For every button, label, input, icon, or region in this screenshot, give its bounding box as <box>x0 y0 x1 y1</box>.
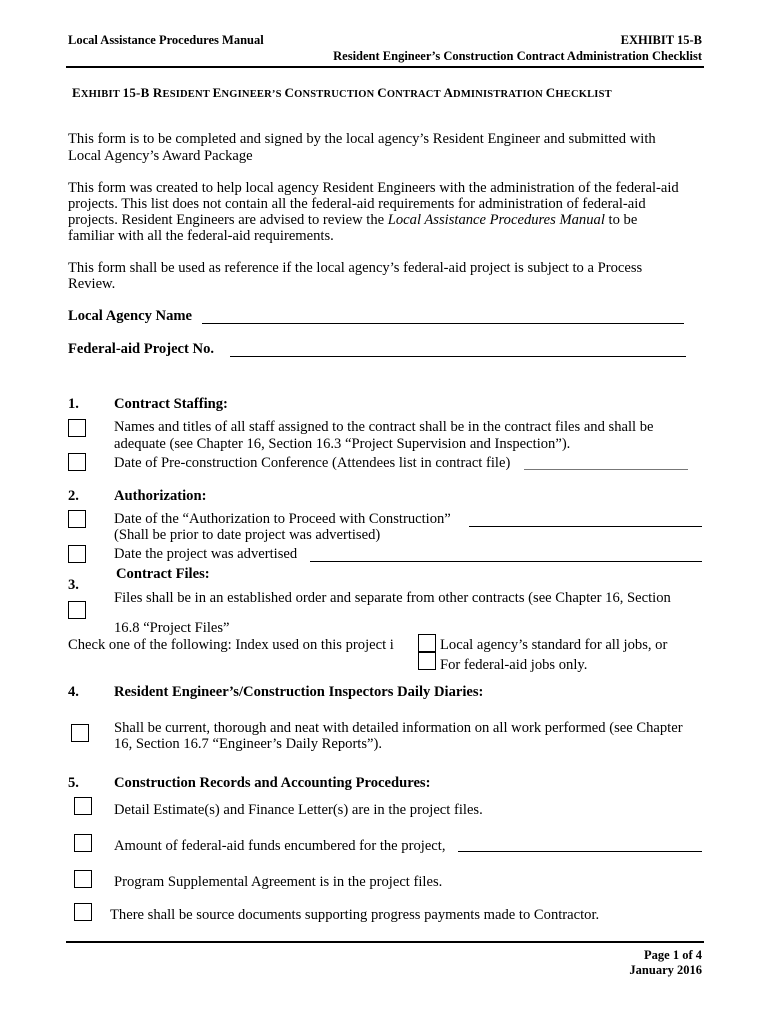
section-3-number: 3. <box>68 577 79 593</box>
intro-p1-line2: Local Agency’s Award Package <box>68 148 253 164</box>
staffing-text-line1: Names and titles of all staff assigned to the contract shall be in the contract files and shall be <box>114 419 654 435</box>
project-no-label: Federal-aid Project No. <box>68 341 215 357</box>
intro-p2-line4: familiar with all the federal-aid requirements. <box>68 228 334 244</box>
section-5-title: Construction Records and Accounting Procedures: <box>114 775 431 791</box>
agency-name-field[interactable] <box>202 323 684 324</box>
footer-rule <box>66 941 704 943</box>
section-1-number: 1. <box>68 396 79 412</box>
index-check-text: Check one of the following: Index used on this project i <box>68 637 394 653</box>
intro-p2-line3: projects. Resident Engineers are advised to review the Local Assistance Procedures Manual to be <box>68 212 638 228</box>
intro-p2-line1: This form was created to help local agency Resident Engineers with the administration of the federal-aid <box>68 180 679 196</box>
advertised-checkbox[interactable] <box>68 545 86 563</box>
section-4-title: Resident Engineer’s/Construction Inspectors Daily Diaries: <box>114 684 484 700</box>
authorization-checkbox[interactable] <box>68 510 86 528</box>
funds-text: Amount of federal-aid funds encumbered for the project, <box>114 838 446 854</box>
preconstruction-date-field[interactable] <box>524 469 688 470</box>
page-number: Page 1 of 4 <box>644 948 702 962</box>
files-text-line2: 16.8 “Project Files” <box>114 620 230 636</box>
estimate-text: Detail Estimate(s) and Finance Letter(s) are in the project files. <box>114 802 483 818</box>
staffing-text-line2: adequate (see Chapter 16, Section 16.3 “Project Supervision and Inspection”). <box>114 436 571 452</box>
source-docs-checkbox[interactable] <box>74 903 92 921</box>
page-title: EXHIBIT 15-B RESIDENT ENGINEER’S CONSTRUCTION CONTRACT ADMINISTRATION CHECKLIST <box>72 85 612 100</box>
authorization-text-line2: (Shall be prior to date project was advertised) <box>114 527 381 543</box>
staffing-checkbox[interactable] <box>68 419 86 437</box>
exhibit-number: EXHIBIT 15-B <box>620 33 702 47</box>
header-subtitle: Resident Engineer’s Construction Contract Administration Checklist <box>333 49 702 63</box>
intro-p2-line2: projects. This list does not contain all the federal-aid requirements for administration of federal-aid <box>68 196 646 212</box>
preconstruction-checkbox[interactable] <box>68 453 86 471</box>
intro-p3-line2: Review. <box>68 276 116 292</box>
authorization-text-line1: Date of the “Authorization to Proceed with Construction” <box>114 511 451 527</box>
index-local-checkbox[interactable] <box>418 634 436 652</box>
header-rule <box>66 66 704 68</box>
intro-p3-line1: This form shall be used as reference if the local agency’s federal-aid project is subject to a Process <box>68 260 643 276</box>
section-5-number: 5. <box>68 775 79 791</box>
diaries-text-line1: Shall be current, thorough and neat with detailed information on all work performed (see Chapter <box>114 720 683 736</box>
section-2-number: 2. <box>68 488 79 504</box>
footer-date: January 2016 <box>629 963 702 977</box>
manual-title: Local Assistance Procedures Manual <box>68 33 264 47</box>
index-federal-label: For federal-aid jobs only. <box>440 657 588 673</box>
section-2-title: Authorization: <box>114 488 207 504</box>
project-no-field[interactable] <box>230 356 686 357</box>
supplemental-checkbox[interactable] <box>74 870 92 888</box>
files-text-line1: Files shall be in an established order and separate from other contracts (see Chapter 16, Section <box>114 590 671 606</box>
index-federal-checkbox[interactable] <box>418 652 436 670</box>
index-local-label: Local agency’s standard for all jobs, or <box>440 637 668 653</box>
source-docs-text: There shall be source documents supporting progress payments made to Contractor. <box>110 907 600 923</box>
files-checkbox[interactable] <box>68 601 86 619</box>
diaries-checkbox[interactable] <box>71 724 89 742</box>
intro-p1-line1: This form is to be completed and signed by the local agency’s Resident Engineer and submitted with <box>68 131 656 147</box>
section-3-title: Contract Files: <box>116 566 210 582</box>
section-4-number: 4. <box>68 684 79 700</box>
funds-amount-field[interactable] <box>458 851 702 852</box>
estimate-checkbox[interactable] <box>74 797 92 815</box>
advertised-text: Date the project was advertised <box>114 546 298 562</box>
manual-reference: Local Assistance Procedures Manual <box>387 212 605 228</box>
funds-checkbox[interactable] <box>74 834 92 852</box>
agency-name-label: Local Agency Name <box>68 308 193 324</box>
section-1-title: Contract Staffing: <box>114 396 228 412</box>
supplemental-text: Program Supplemental Agreement is in the project files. <box>114 874 443 890</box>
advertised-date-field[interactable] <box>310 561 702 562</box>
diaries-text-line2: 16, Section 16.7 “Engineer’s Daily Reports”). <box>114 736 383 752</box>
authorization-date-field[interactable] <box>469 526 702 527</box>
preconstruction-text: Date of Pre-construction Conference (Attendees list in contract file) <box>114 455 511 471</box>
